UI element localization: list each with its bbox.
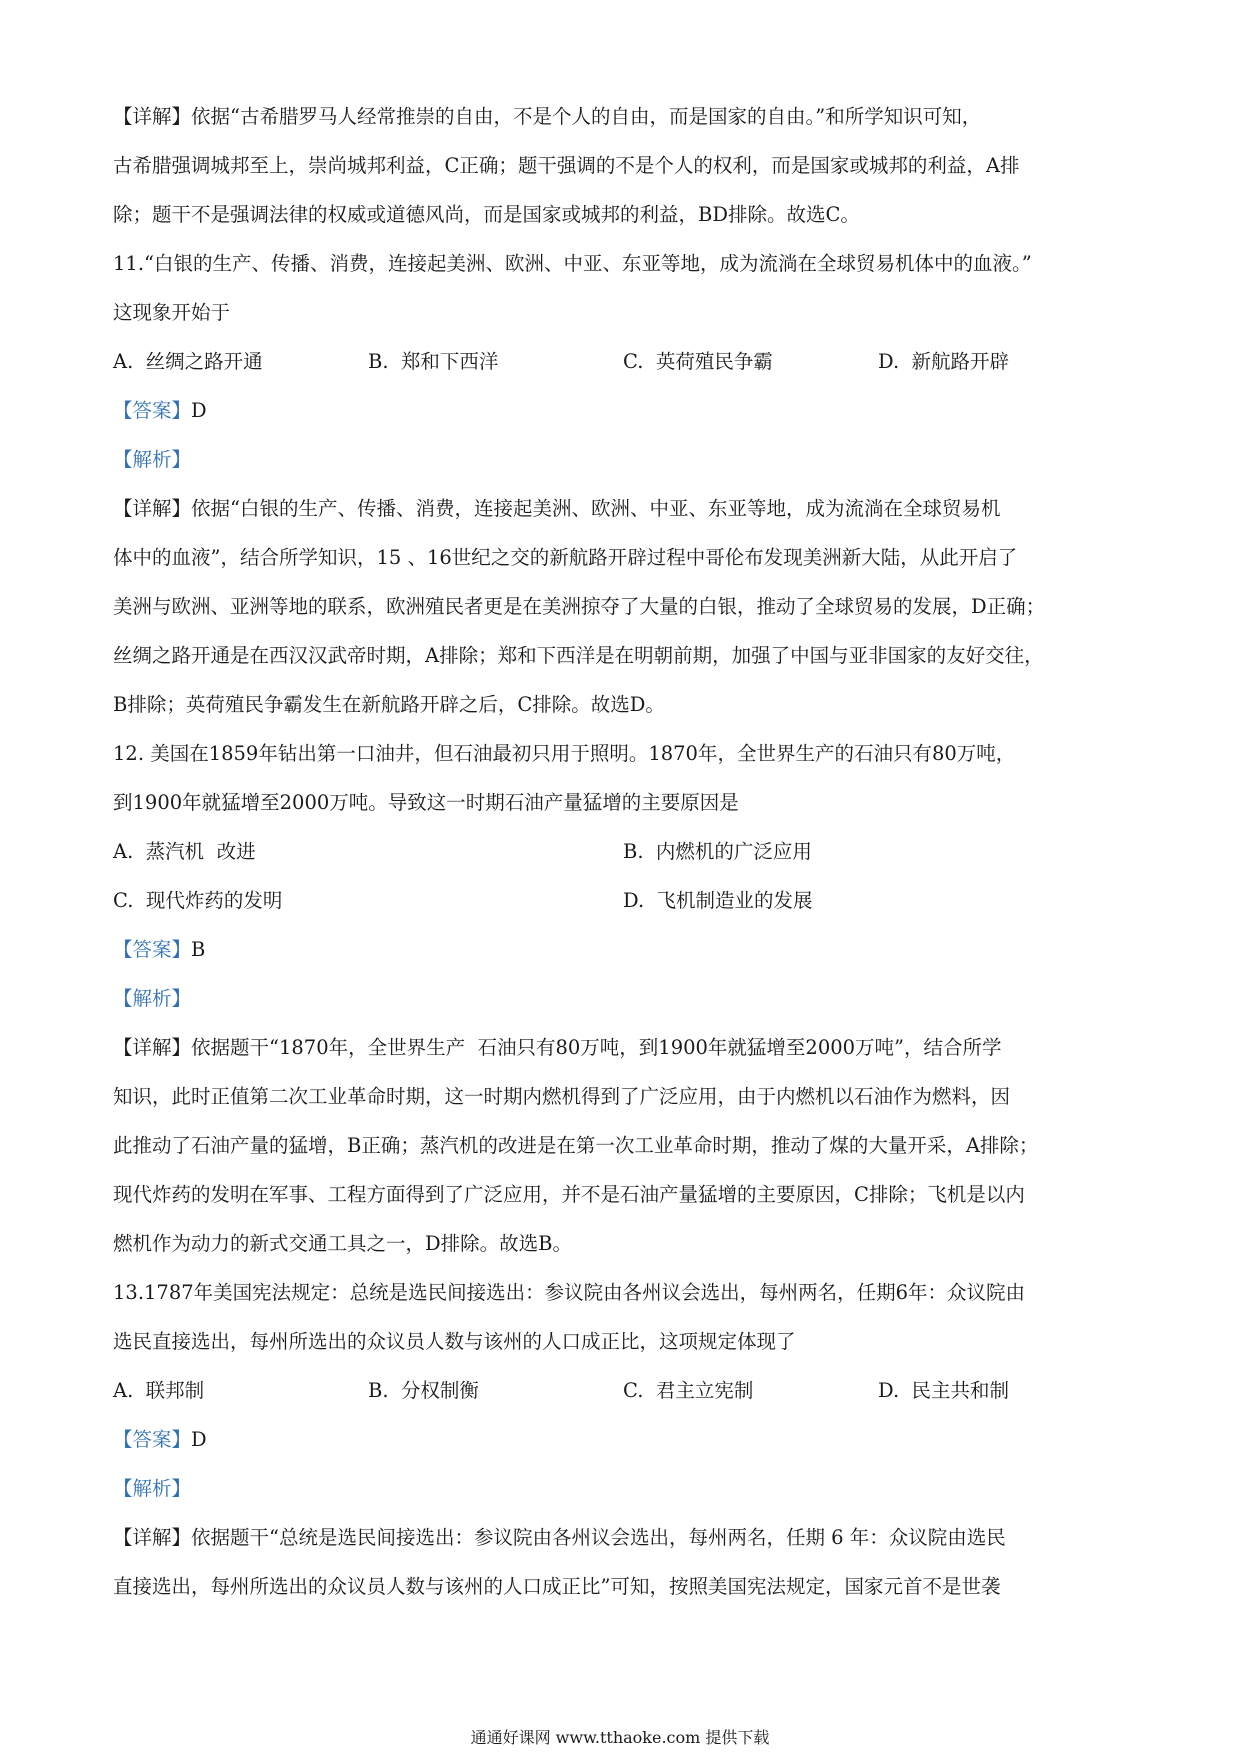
answer-line (113, 1415, 1133, 1464)
text-line: 丝绸之路开通是在西汉汉武帝时期，A排除；郑和下西洋是在明朝前期，加强了中国与亚非国家的友好交往， (113, 644, 1044, 667)
option-item: B. 郑和下西洋 (368, 350, 499, 373)
text-line: 体中的血液”，结合所学知识，15 、16世纪之交的新航路开辟过程中哥伦布发现美洲新大陆，从此开启了 (113, 546, 1018, 569)
option-item: B. 分权制衡 (368, 1379, 479, 1402)
text-line: 此推动了石油产量的猛增，B正确；蒸汽机的改进是在第一次工业革命时期，推动了煤的大量开采，A排除； (113, 1134, 1039, 1157)
answer-value: D (191, 399, 207, 422)
options-row (113, 876, 1133, 925)
option-item: A. 丝绸之路开通 (113, 350, 263, 373)
option-item: D. 新航路开辟 (878, 350, 1010, 373)
text-line: 到1900年就猛增至2000万吨。导致这一时期石油产量猛增的主要原因是 (113, 791, 739, 814)
answer-label: 【答案】 (113, 1428, 192, 1451)
answer-line (113, 386, 1133, 435)
text-line: 11.“白银的生产、传播、消费，连接起美洲、欧洲、中亚、东亚等地，成为流淌在全球贸易机体中的血液。” (113, 252, 1032, 275)
option-item: A. 联邦制 (113, 1379, 205, 1402)
text-line: 除；题干不是强调法律的权威或道德风尚，而是国家或城邦的利益，BD排除。故选C。 (113, 203, 860, 226)
analysis-line (113, 974, 1133, 1023)
option-item: B. 内燃机的广泛应用 (623, 840, 812, 863)
answer-value: B (191, 938, 206, 961)
text-line: 选民直接选出，每州所选出的众议员人数与该州的人口成正比，这项规定体现了 (113, 1330, 796, 1353)
answer-value: D (191, 1428, 207, 1451)
analysis-label: 【解析】 (113, 1477, 192, 1500)
options-row (113, 827, 1133, 876)
option-item: D. 民主共和制 (878, 1379, 1010, 1402)
text-line: 【详解】依据“古希腊罗马人经常推崇的自由，不是个人的自由，而是国家的自由。”和所学知识可知， (113, 105, 982, 128)
text-line: 【详解】依据题干“总统是选民间接选出：参议院由各州议会选出，每州两名，任期 6 年：众议院由选民 (113, 1526, 1006, 1549)
text-line: 古希腊强调城邦至上，崇尚城邦利益，C正确；题干强调的不是个人的权利，而是国家或城邦的利益，A排 (113, 154, 1020, 177)
text-line: 12. 美国在1859年钻出第一口油井，但石油最初只用于照明。1870年，全世界生产的石油只有80万吨， (113, 742, 1016, 765)
document-page (113, 92, 1133, 1611)
text-line: 这现象开始于 (113, 301, 231, 324)
analysis-line (113, 1464, 1133, 1513)
text-line: 【详解】依据题干“1870年，全世界生产 石油只有80万吨，到1900年就猛增至2000万吨”，结合所学 (113, 1036, 1002, 1059)
option-item: D. 飞机制造业的发展 (623, 889, 813, 912)
answer-line (113, 925, 1133, 974)
option-item: C. 英荷殖民争霸 (623, 350, 773, 373)
analysis-label: 【解析】 (113, 987, 192, 1010)
text-line: 美洲与欧洲、亚洲等地的联系，欧洲殖民者更是在美洲掠夺了大量的白银，推动了全球贸易的发展，D正确； (113, 595, 1046, 618)
option-item: C. 现代炸药的发明 (113, 889, 283, 912)
text-line: 13.1787年美国宪法规定：总统是选民间接选出：参议院由各州议会选出，每州两名，任期6年：众议院由 (113, 1281, 1026, 1304)
answer-label: 【答案】 (113, 938, 192, 961)
text-line: 【详解】依据“白银的生产、传播、消费，连接起美洲、欧洲、中亚、东亚等地，成为流淌在全球贸易机 (113, 497, 1001, 520)
text-line: 燃机作为动力的新式交通工具之一，D排除。故选B。 (113, 1232, 572, 1255)
page-footer: 通通好课网 www.tthaoke.com 提供下载 (470, 1728, 770, 1747)
option-item: C. 君主立宪制 (623, 1379, 754, 1402)
text-line: B排除；英荷殖民争霸发生在新航路开辟之后，C排除。故选D。 (113, 693, 665, 716)
text-line: 知识，此时正值第二次工业革命时期，这一时期内燃机得到了广泛应用，由于内燃机以石油作为燃料，因 (113, 1085, 1011, 1108)
text-line: 直接选出，每州所选出的众议员人数与该州的人口成正比”可知，按照美国宪法规定，国家元首不是世袭 (113, 1575, 1001, 1598)
analysis-label: 【解析】 (113, 448, 192, 471)
options-row (113, 337, 1133, 386)
answer-label: 【答案】 (113, 399, 192, 422)
analysis-line (113, 435, 1133, 484)
options-row (113, 1366, 1133, 1415)
text-line: 现代炸药的发明在军事、工程方面得到了广泛应用，并不是石油产量猛增的主要原因，C排除；飞机是以内 (113, 1183, 1025, 1206)
option-item: A. 蒸汽机 改进 (113, 840, 256, 863)
